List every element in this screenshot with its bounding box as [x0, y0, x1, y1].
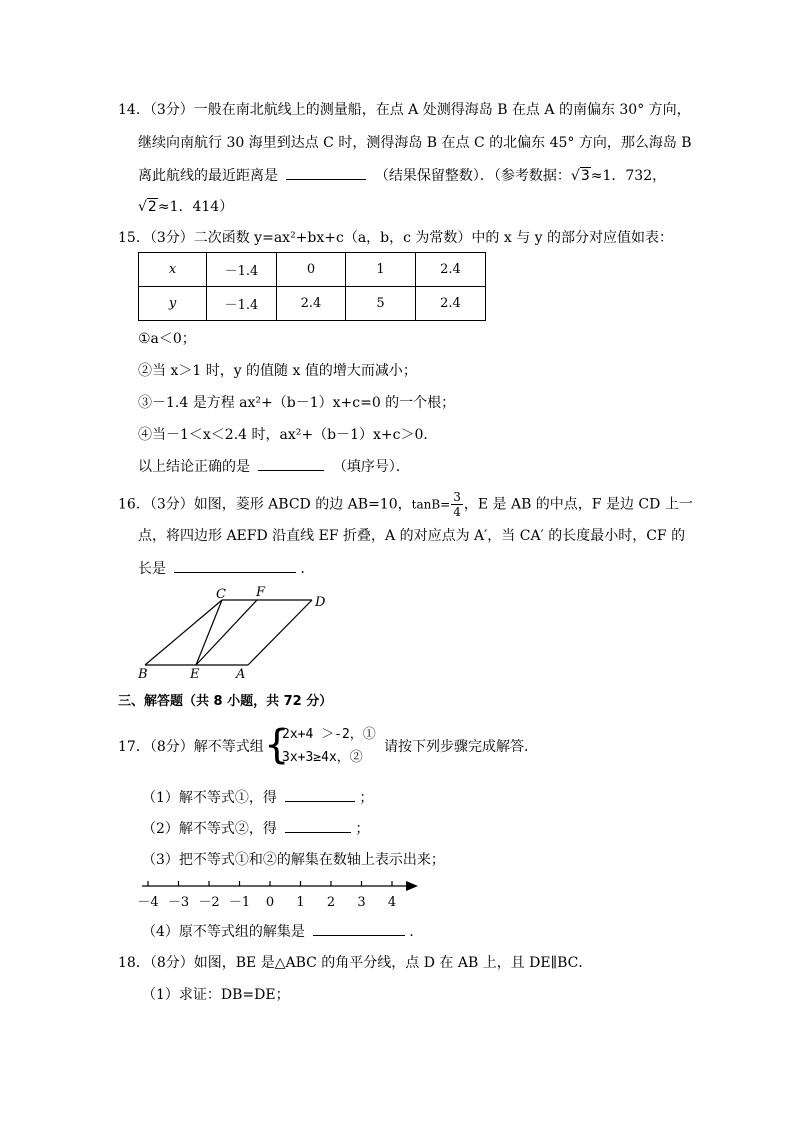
number-line-tick-label: －2 [198, 895, 220, 910]
segment-ec [196, 600, 222, 665]
label-a: A [236, 667, 246, 682]
label-c: C [216, 587, 226, 602]
value-table [138, 252, 486, 321]
q17-number: 17．（8分） [118, 739, 194, 755]
q14-line-3 [138, 165, 666, 186]
table-cell: 1 [346, 253, 416, 287]
q15-ask [138, 456, 410, 477]
table-cell: x [139, 253, 207, 287]
sqrt-3: √3 [570, 168, 590, 184]
number-line-tick-label: 0 [265, 895, 275, 910]
table-cell: －1.4 [207, 253, 277, 287]
table-cell: 2.4 [277, 287, 346, 321]
q16-period: ． [300, 561, 315, 577]
table-cell: －1.4 [207, 287, 277, 321]
q17-part-4-end: ． [409, 924, 424, 940]
q16-text-3: 长是 [138, 561, 166, 577]
q16-text-1b: ，E 是 AB 的中点，F 是边 CD 上一 [463, 496, 693, 513]
rhombus-figure [130, 586, 340, 682]
q16-line-1 [118, 490, 693, 519]
q15-ask-tail: （填序号）． [332, 459, 410, 475]
q15-answer-blank[interactable] [258, 456, 324, 471]
number-line-tick-label: －3 [167, 895, 190, 910]
q15-stem: 二次函数 y=ax²+bx+c（a，b，c 为常数）中的 x 与 y 的部分对应值如表： [193, 230, 674, 246]
q16-line-3 [138, 558, 314, 579]
q15-statement-4: ④当－1＜x＜2.4 时，ax²+（b－1）x+c＞0． [138, 427, 438, 443]
label-e: E [190, 667, 200, 682]
q17-line-1 [118, 737, 264, 757]
q14-text-3b: （结果保留整数）．（参考数据： [374, 168, 571, 184]
q14-text-3a: 离此航线的最近距离是 [138, 168, 278, 184]
q17-part-1-end: ； [359, 790, 374, 806]
label-d: D [315, 595, 326, 610]
tan-b: tanB= [411, 497, 451, 512]
q16-number: 16．（3分） [118, 496, 194, 513]
q14-line-2 [138, 133, 692, 153]
number-line-tick-label: 2 [326, 895, 336, 910]
q18-line-1 [118, 953, 592, 973]
q17-part-2-blank[interactable] [285, 818, 351, 833]
q14-approx-3: ≈1．732， [590, 168, 667, 184]
table-cell: 2.4 [416, 287, 486, 321]
number-line-tick-label: 3 [357, 895, 366, 910]
q14-text-2: 继续向南航行 30 海里到达点 C 时，测得海岛 B 在点 C 的北偏东 45° 方向，那么海岛 B [138, 135, 692, 151]
number-line-tick-label: －1 [228, 895, 251, 910]
q14-text-1: 一般在南北航线上的测量船，在点 A 处测得海岛 B 在点 A 的南偏东 30° 方向， [193, 102, 691, 118]
q17-part-2-end: ； [355, 821, 370, 837]
q17-lead: 解不等式组 [193, 739, 264, 755]
q14-number: 14．（3分） [118, 102, 194, 118]
q15-statement-2: ②当 x＞1 时，y 的值随 x 值的增大而减小； [138, 363, 417, 379]
inequality-1: 2x+4 ＞-2，① [282, 727, 376, 742]
q14-line-1 [118, 100, 691, 120]
label-f: F [256, 586, 266, 600]
q15-statement-1: ①a＜0； [138, 331, 196, 347]
q14-approx-2: ≈1．414） [157, 199, 234, 215]
table-row [139, 253, 486, 287]
section-3-heading: 三、解答题（共 8 小题，共 72 分） [118, 694, 333, 709]
system-brace: { [264, 722, 290, 768]
number-line-tick-label: 4 [387, 895, 397, 910]
inequality-2: 3x+3≥4x，② [282, 750, 363, 765]
q16-answer-blank[interactable] [174, 558, 296, 573]
q16-line-2: 点，将四边形 AEFD 沿直线 EF 折叠，A 的对应点为 A′，当 CA′ 的长度最小时，CF 的 [138, 528, 686, 544]
table-row [139, 287, 486, 321]
edge-bc [145, 600, 222, 665]
label-b: B [138, 667, 148, 682]
q17-tail: 请按下列步骤完成解答． [384, 739, 538, 755]
q17-part-4 [142, 921, 423, 942]
q17-part-1 [142, 787, 373, 808]
q17-part-1-text: （1）解不等式①，得 [142, 790, 277, 806]
table-cell: y [139, 287, 207, 321]
segment-ef [196, 600, 257, 665]
q16-text-1a: 如图，菱形 ABCD 的边 AB=10， [193, 496, 412, 513]
q15-line-1 [118, 228, 673, 248]
number-line-tick-label: 1 [296, 895, 305, 910]
sqrt-2: √2 [138, 199, 157, 215]
q17-part-4-text: （4）原不等式组的解集是 [142, 924, 305, 940]
q18-part-1: （1）求证：DB=DE； [142, 987, 290, 1003]
edge-ad [248, 600, 312, 665]
q14-line-4 [138, 197, 233, 217]
q17-part-4-blank[interactable] [313, 921, 405, 936]
arrow-right-icon [406, 881, 418, 891]
q17-part-3: （3）把不等式①和②的解集在数轴上表示出来； [142, 852, 445, 868]
number-line [136, 876, 426, 912]
q14-answer-blank[interactable] [286, 165, 366, 180]
q17-part-2 [142, 818, 369, 839]
q18-number: 18．（8分） [118, 955, 194, 971]
table-cell: 2.4 [416, 253, 486, 287]
q17-part-2-text: （2）解不等式②，得 [142, 821, 277, 837]
table-cell: 0 [277, 253, 346, 287]
q15-ask-text: 以上结论正确的是 [138, 459, 250, 475]
q15-statement-3: ③－1.4 是方程 ax²+（b－1）x+c=0 的一个根； [138, 395, 456, 411]
q15-number: 15．（3分） [118, 230, 194, 246]
q17-part-1-blank[interactable] [285, 787, 355, 802]
fraction-3-4: $\frac{3}{4}$ [453, 490, 461, 519]
table-cell: 5 [346, 287, 416, 321]
number-line-tick-label: －4 [137, 895, 159, 910]
q18-text-1: 如图，BE 是△ABC 的角平分线，点 D 在 AB 上，且 DE∥BC． [193, 955, 593, 971]
